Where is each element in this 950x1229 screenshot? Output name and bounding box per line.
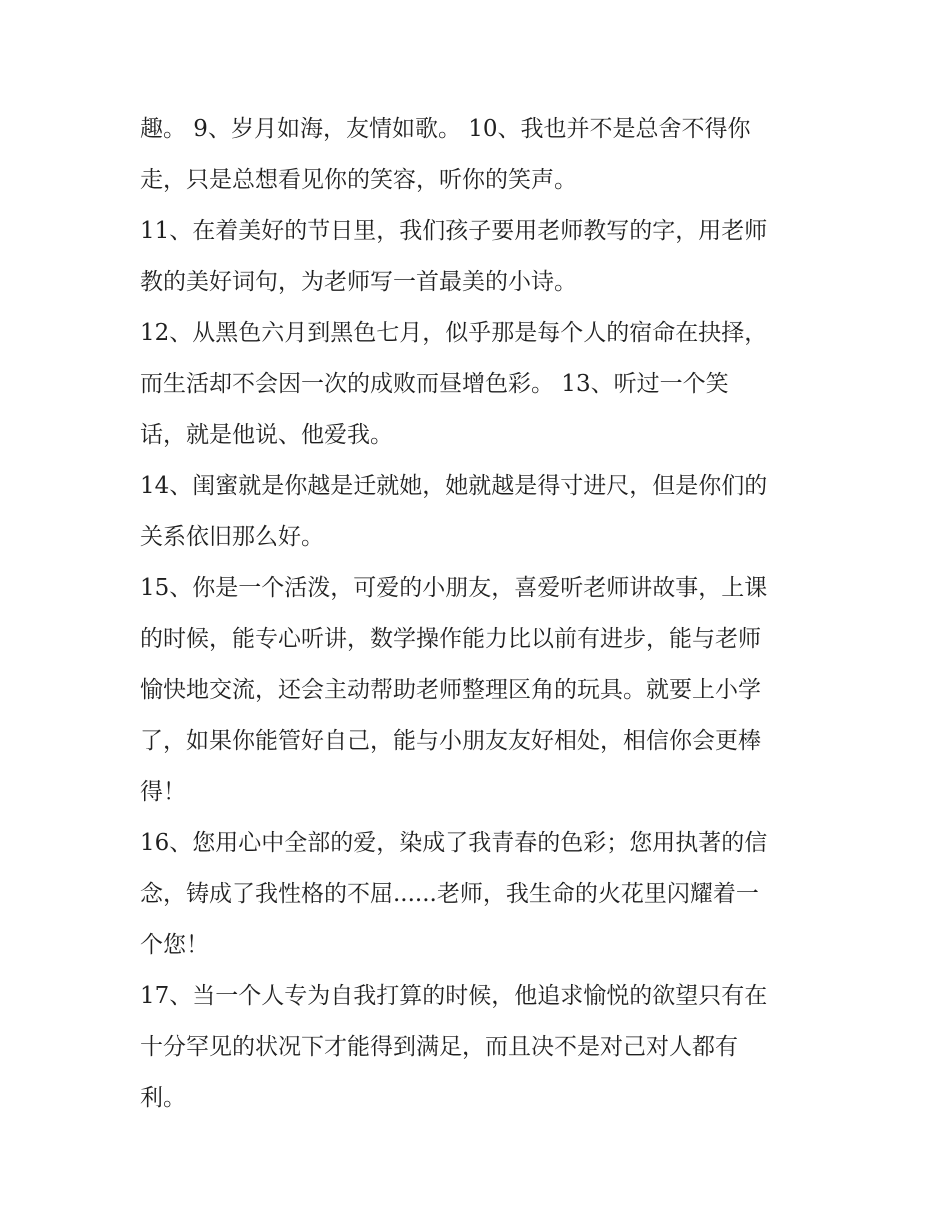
document-body [140,104,820,1124]
text-line: 11、在着美好的节日里，我们孩子要用老师教写的字，用老师 [140,218,768,244]
text-line: 走，只是总想看见你的笑容，听你的笑声。 [140,167,577,193]
text-line: 了，如果你能管好自己，能与小朋友友好相处，相信你会更棒 [140,728,761,754]
text-line: 14、闺蜜就是你越是迁就她，她就越是得寸进尺，但是你们的 [140,473,768,499]
text-line: 利。 [140,1085,186,1111]
text-line: 教的美好词句，为老师写一首最美的小诗。 [140,269,577,295]
text-line: 关系依旧那么好。 [140,524,324,550]
text-line: 15、你是一个活泼，可爱的小朋友，喜爱听老师讲故事，上课 [140,575,768,601]
text-line: 个您！ [140,932,209,958]
text-line: 愉快地交流，还会主动帮助老师整理区角的玩具。就要上小学 [140,677,761,703]
text-line: 12、从黑色六月到黑色七月，似乎那是每个人的宿命在抉择， [140,320,768,346]
text-line: 念，铸成了我性格的不屈......老师，我生命的火花里闪耀着一 [140,881,759,907]
text-line: 十分罕见的状况下才能得到满足，而且决不是对己对人都有 [140,1034,738,1060]
text-line: 话，就是他说、他爱我。 [140,422,393,448]
text-line: 得！ [140,779,186,805]
text-line: 17、当一个人专为自我打算的时候，他追求愉悦的欲望只有在 [140,983,768,1009]
text-line: 而生活却不会因一次的成败而昼增色彩。 13、听过一个笑 [140,371,729,397]
text-line: 16、您用心中全部的爱，染成了我青春的色彩；您用执著的信 [140,830,768,856]
text-line: 趣。 9、岁月如海，友情如歌。 10、我也并不是总舍不得你 [140,116,751,142]
text-line: 的时候，能专心听讲，数学操作能力比以前有进步，能与老师 [140,626,761,652]
